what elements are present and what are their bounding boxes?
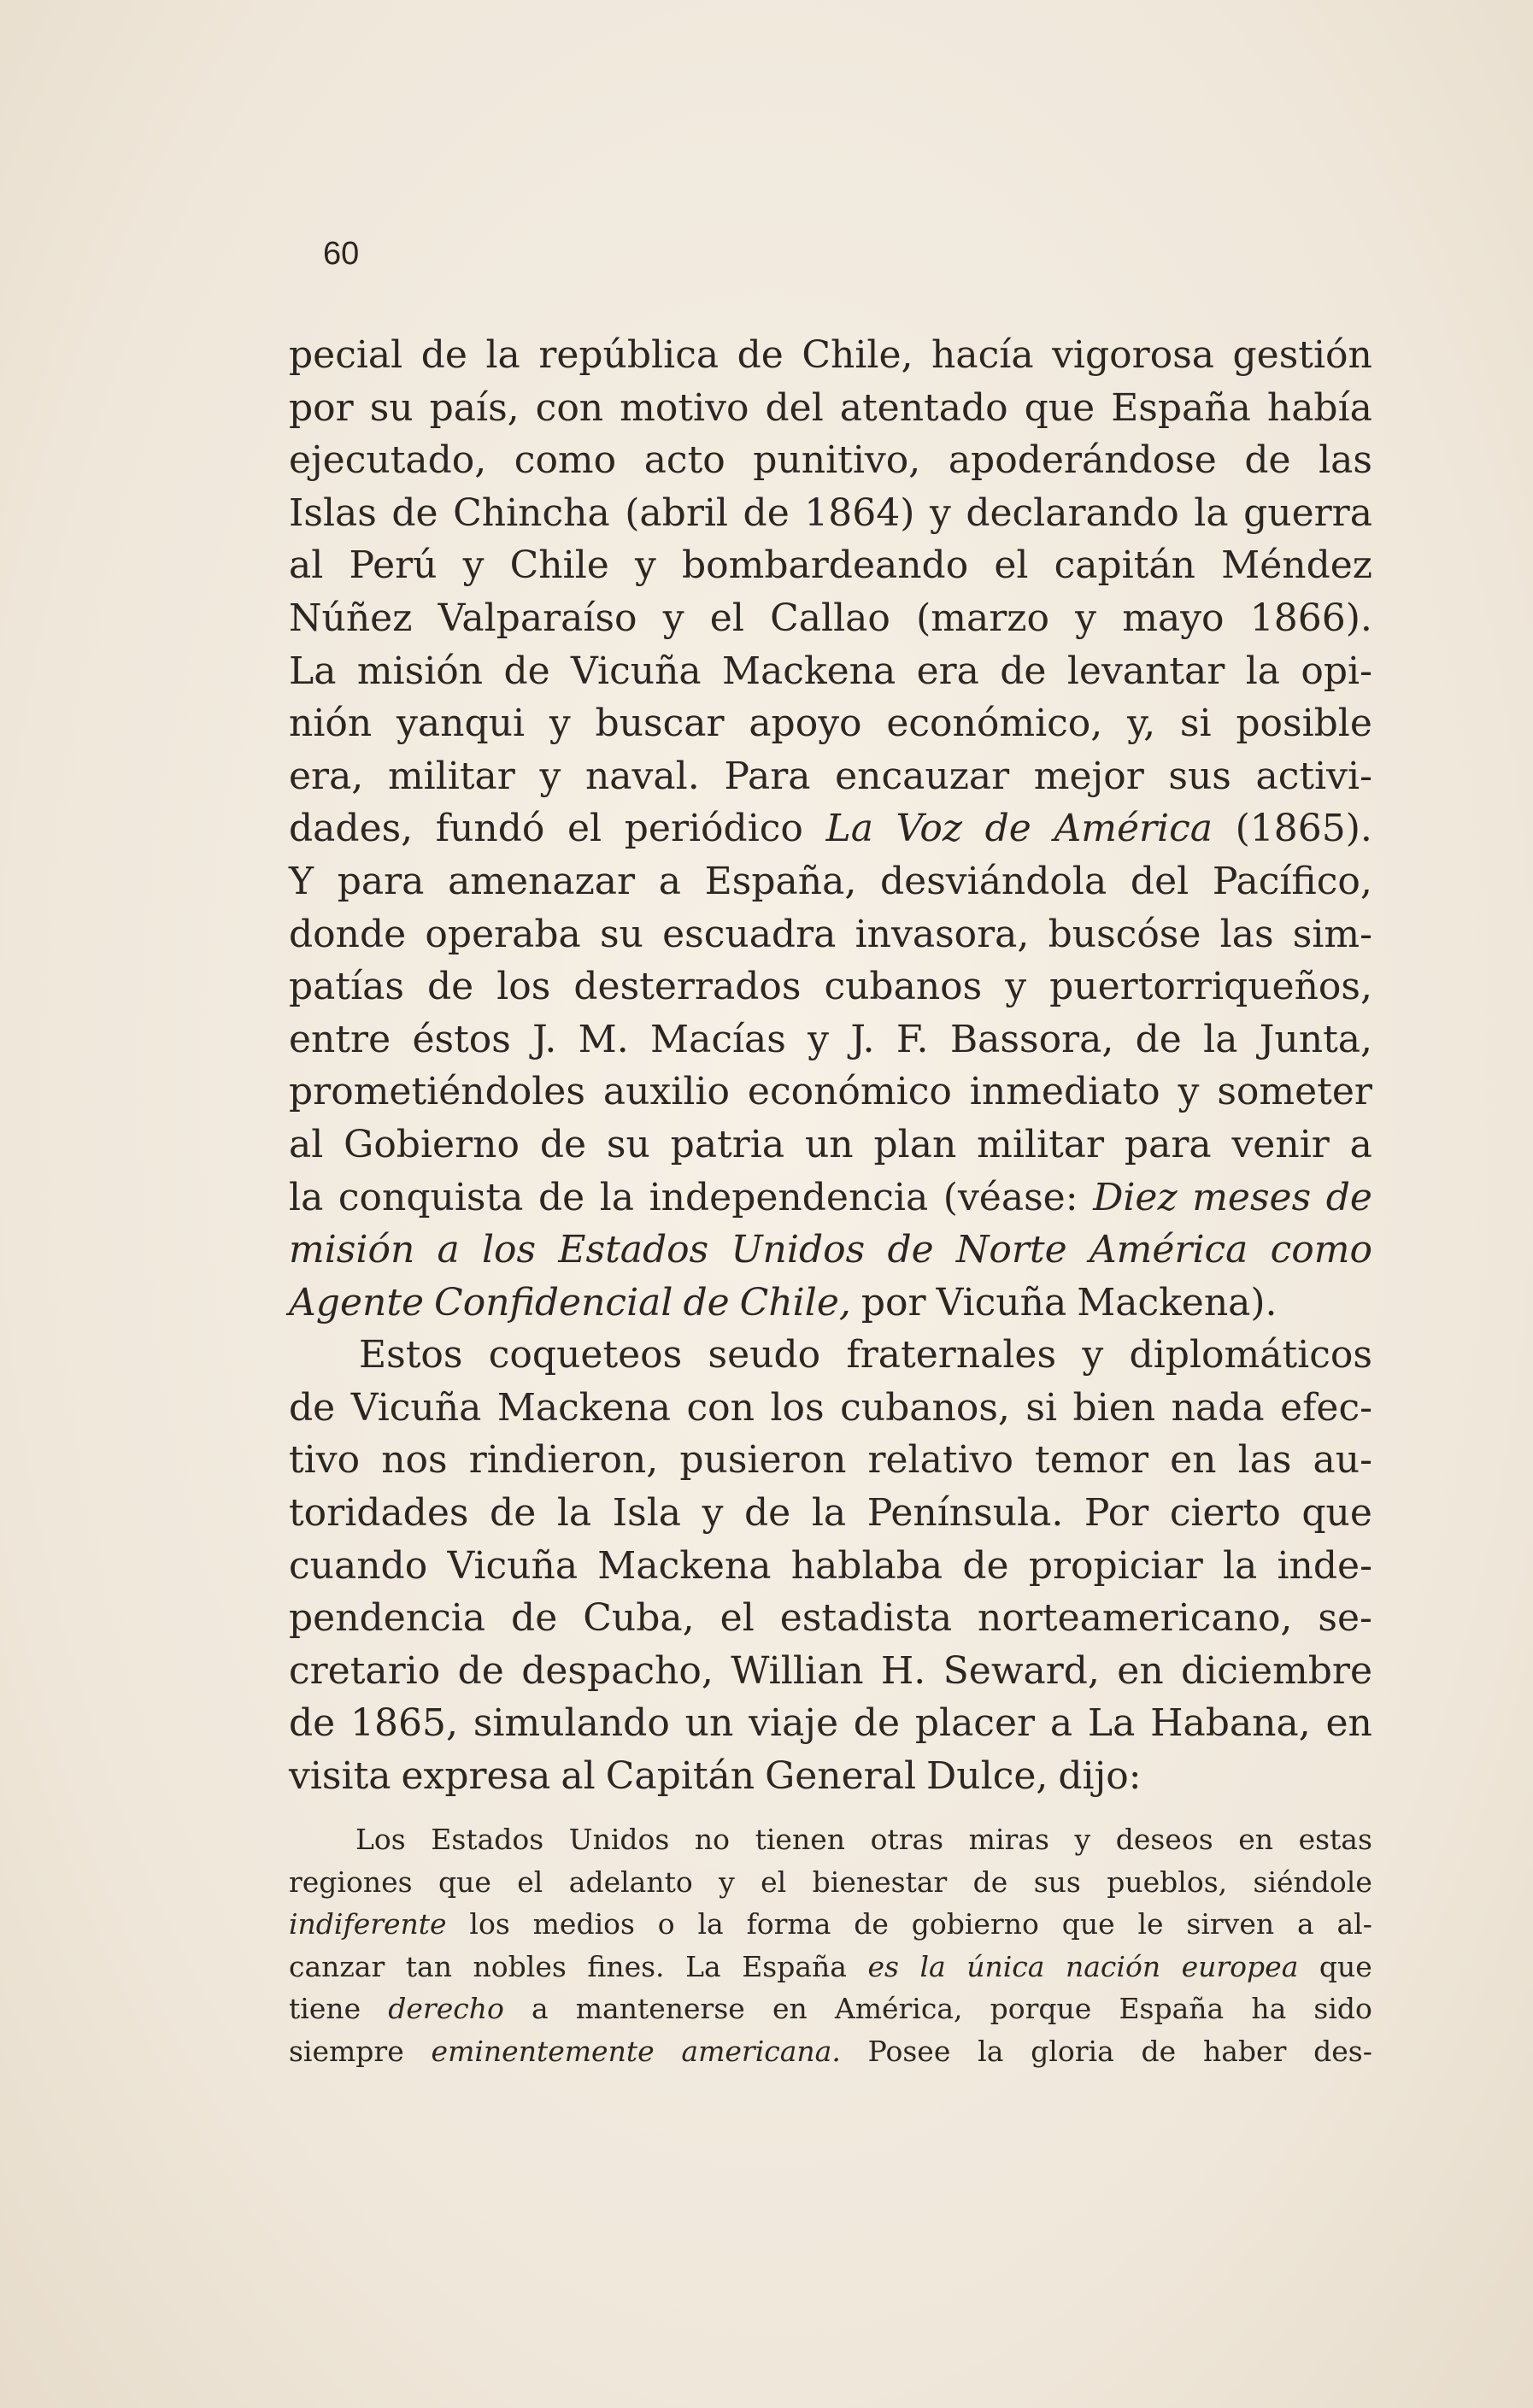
quote-line: Los Estados Unidos no tienen otras miras y deseos en estas (355, 1823, 1372, 1856)
text-line: La misión de Vicuña Mackena era de levantar la opi- (289, 649, 1372, 693)
text-line: Estos coqueteos seudo fraternales y diplomáticos (359, 1333, 1372, 1377)
block-quote (289, 1818, 1372, 2072)
text-line: de Vicuña Mackena con los cubanos, si bien nada efec- (289, 1385, 1372, 1430)
text-line: por su país, con motivo del atentado que España había (289, 385, 1372, 430)
text-line: donde operaba su escuadra invasora, buscóse las sim- (289, 912, 1372, 956)
quote-line: canzar tan nobles fines. La España es la única nación europea que (289, 1949, 1372, 1983)
text-line: tivo nos rindieron, pusieron relativo temor en las au- (289, 1438, 1372, 1483)
text-line: Y para amenazar a España, desviándola del Pacífico, (289, 859, 1372, 903)
quote-line: indiferente los medios o la forma de gobierno que le sirven a al- (289, 1907, 1372, 1941)
text-line: era, militar y naval. Para encauzar mejor sus activi- (289, 754, 1372, 798)
text-line: al Gobierno de su patria un plan militar para venir a (289, 1122, 1372, 1166)
text-line: de 1865, simulando un viaje de placer a La Habana, en (289, 1701, 1372, 1746)
text-line: misión a los Estados Unidos de Norte América como (289, 1228, 1372, 1272)
quote-line: regiones que el adelanto y el bienestar de sus pueblos, siéndole (289, 1865, 1372, 1899)
text-line: cretario de despacho, Willian H. Seward, en diciembre (289, 1648, 1372, 1693)
text-line: Islas de Chincha (abril de 1864) y declarando la guerra (289, 490, 1372, 535)
text-line: pendencia de Cuba, el estadista norteamericano, se- (289, 1596, 1372, 1641)
text-line: patías de los desterrados cubanos y puertorriqueños, (289, 965, 1372, 1009)
text-line: cuando Vicuña Mackena hablaba de propiciar la inde- (289, 1543, 1372, 1588)
text-line: prometiéndoles auxilio económico inmediato y someter (289, 1070, 1372, 1114)
text-line: la conquista de la independencia (véase: Diez meses de (289, 1175, 1372, 1219)
text-line: nión yanqui y buscar apoyo económico, y, si posible (289, 702, 1372, 746)
text-line: visita expresa al Capitán General Dulce, dijo: (289, 1754, 1142, 1799)
text-line: toridades de la Isla y de la Península. Por cierto que (289, 1491, 1372, 1536)
text-line: entre éstos J. M. Macías y J. F. Bassora, de la Junta, (289, 1017, 1372, 1061)
text-line: pecial de la república de Chile, hacía vigorosa gestión (289, 333, 1372, 377)
text-line: ejecutado, como acto punitivo, apoderándose de las (289, 438, 1372, 483)
text-line: Agente Confidencial de Chile, por Vicuña Mackena). (289, 1280, 1278, 1324)
text-line: al Perú y Chile y bombardeando el capitán Méndez (289, 543, 1372, 588)
main-text (289, 329, 1372, 1803)
page-number: 60 (323, 236, 360, 272)
text-line: dades, fundó el periódico La Voz de América (1865). (289, 807, 1372, 851)
quote-line: tiene derecho a mantenerse en América, porque España ha sido (289, 1992, 1372, 2025)
quote-line: siempre eminentemente americana. Posee la gloria de haber des- (289, 2034, 1372, 2068)
text-line: Núñez Valparaíso y el Callao (marzo y mayo 1866). (289, 596, 1372, 640)
